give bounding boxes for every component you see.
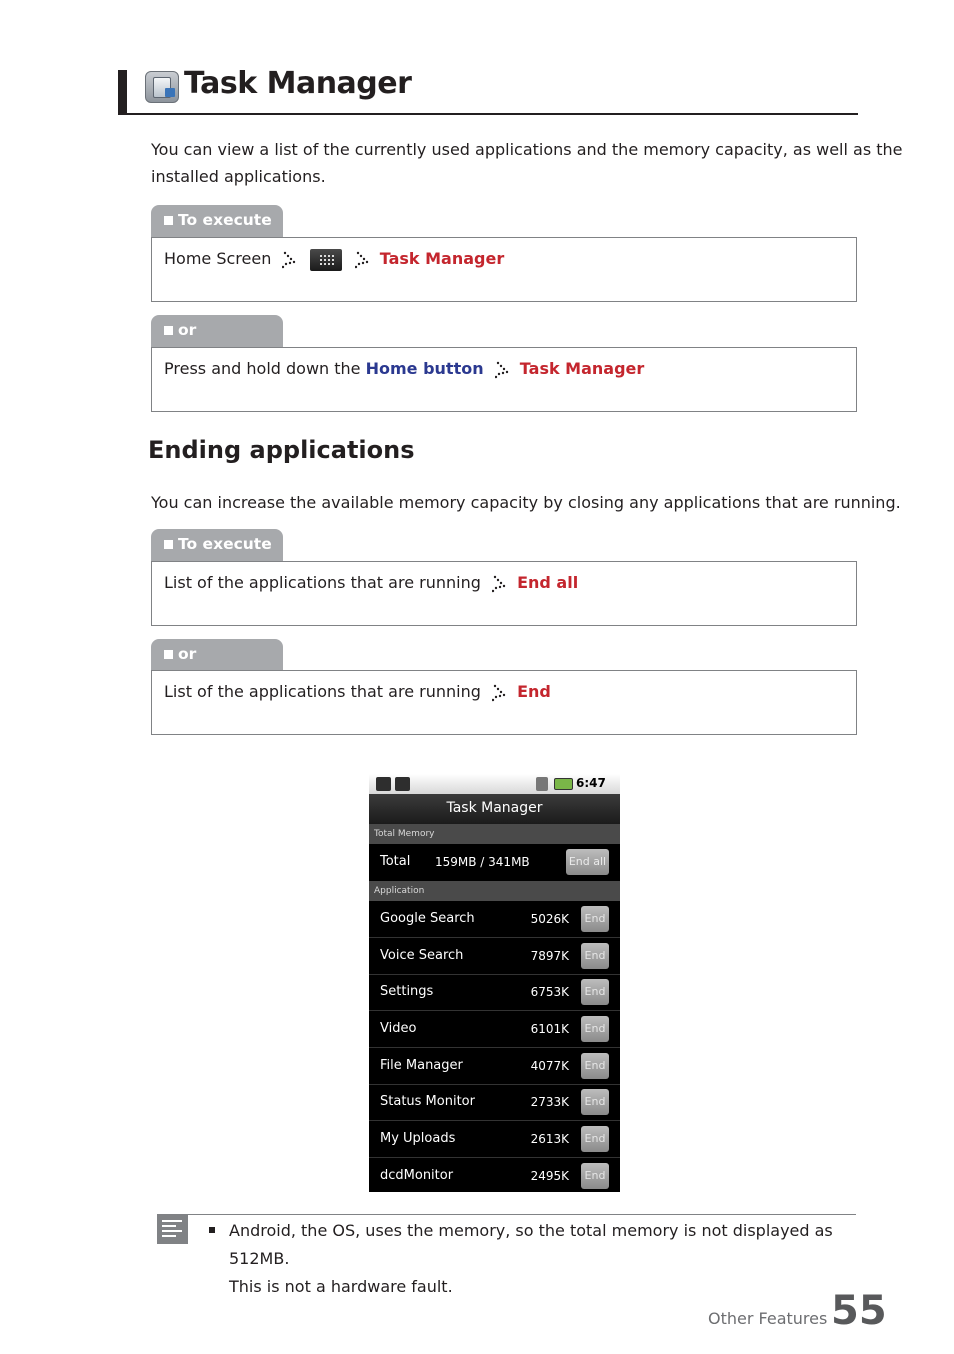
app-row — [369, 1158, 620, 1192]
section-heading: Ending applications — [148, 436, 415, 464]
tab-to-execute-2: To execute — [151, 529, 283, 562]
arrow-icon — [492, 684, 506, 702]
end-label: End — [517, 682, 551, 701]
app-row — [369, 1084, 620, 1121]
android-debug-icon — [376, 777, 391, 791]
home-button-label: Home button — [365, 359, 484, 378]
title-accent-bar — [118, 70, 127, 113]
apps-grid-icon — [310, 249, 342, 271]
app-name: Google Search — [380, 911, 475, 926]
page-number: 55 — [831, 1288, 887, 1334]
signal-icon — [536, 777, 548, 791]
task-manager-icon — [145, 71, 179, 103]
note-divider — [157, 1214, 856, 1215]
end-button[interactable]: End — [581, 1126, 609, 1152]
running-apps-text: List of the applications that are running — [164, 573, 481, 592]
total-value: 159MB / 341MB — [435, 855, 530, 869]
app-name: Video — [380, 1021, 417, 1036]
status-clock: 6:47 — [576, 776, 606, 790]
footer-section: Other Features — [708, 1309, 828, 1328]
end-button[interactable]: End — [581, 979, 609, 1005]
app-size: 2495K — [530, 1169, 569, 1183]
note-bullet — [209, 1227, 215, 1233]
end-button[interactable]: End — [581, 1016, 609, 1042]
total-row — [369, 844, 620, 881]
app-size: 6101K — [530, 1022, 569, 1036]
battery-icon — [554, 778, 573, 790]
note-line-1: Android, the OS, uses the memory, so the total memory is not displayed as 512MB. — [229, 1221, 833, 1268]
app-size: 2733K — [530, 1095, 569, 1109]
tab-or-1: or — [151, 315, 283, 348]
total-memory-header: Total Memory — [369, 824, 620, 844]
task-manager-link: Task Manager — [379, 249, 505, 268]
app-row — [369, 1048, 620, 1085]
application-header: Application — [369, 881, 620, 901]
execute-box-1 — [151, 237, 857, 302]
end-button[interactable]: End — [581, 943, 609, 969]
app-size: 5026K — [530, 912, 569, 926]
execute-box-2 — [151, 561, 857, 626]
app-row — [369, 901, 620, 938]
app-size: 6753K — [530, 985, 569, 999]
app-name: My Uploads — [380, 1131, 456, 1146]
app-name: File Manager — [380, 1058, 463, 1073]
end-button[interactable]: End — [581, 906, 609, 932]
intro-paragraph — [151, 136, 903, 190]
title-bar — [118, 66, 858, 115]
note-line-2: This is not a hardware fault. — [229, 1277, 453, 1296]
app-name: Settings — [380, 984, 434, 999]
status-bar — [369, 774, 620, 794]
app-size: 7897K — [530, 949, 569, 963]
end-all-label: End all — [517, 573, 579, 592]
arrow-icon — [492, 575, 506, 593]
usb-icon — [395, 777, 410, 791]
press-hold-text: Press and hold down the — [164, 359, 361, 378]
note-icon — [157, 1214, 188, 1244]
arrow-icon — [495, 361, 509, 379]
intro-line-2: installed applications. — [151, 167, 326, 186]
end-button[interactable]: End — [581, 1163, 609, 1189]
app-name: Status Monitor — [380, 1094, 475, 1109]
section-intro: You can increase the available memory capacity by closing any applications that are running. — [151, 493, 901, 512]
task-manager-link: Task Manager — [519, 359, 645, 378]
app-size: 2613K — [530, 1132, 569, 1146]
arrow-icon — [355, 251, 369, 269]
or-box-1 — [151, 347, 857, 412]
note-text — [229, 1217, 859, 1301]
app-name: Voice Search — [380, 948, 464, 963]
home-screen-label: Home Screen — [164, 249, 272, 268]
app-row — [369, 974, 620, 1011]
running-apps-text: List of the applications that are running — [164, 682, 481, 701]
app-name: dcdMonitor — [380, 1168, 454, 1183]
intro-line-1: You can view a list of the currently used applications and the memory capacity, as well as the — [151, 140, 903, 159]
tab-or-2: or — [151, 639, 283, 672]
arrow-icon — [282, 251, 296, 269]
phone-screenshot — [369, 774, 620, 1192]
phone-title: Task Manager — [369, 794, 620, 824]
end-button[interactable]: End — [581, 1089, 609, 1115]
tab-to-execute-1: To execute — [151, 205, 283, 238]
or-box-2 — [151, 670, 857, 735]
app-size: 4077K — [530, 1059, 569, 1073]
page-title: Task Manager — [184, 66, 412, 101]
app-row — [369, 1121, 620, 1158]
total-label: Total — [380, 854, 411, 869]
app-row — [369, 938, 620, 975]
end-button[interactable]: End — [581, 1053, 609, 1079]
end-all-button[interactable]: End all — [566, 849, 609, 875]
app-row — [369, 1011, 620, 1048]
